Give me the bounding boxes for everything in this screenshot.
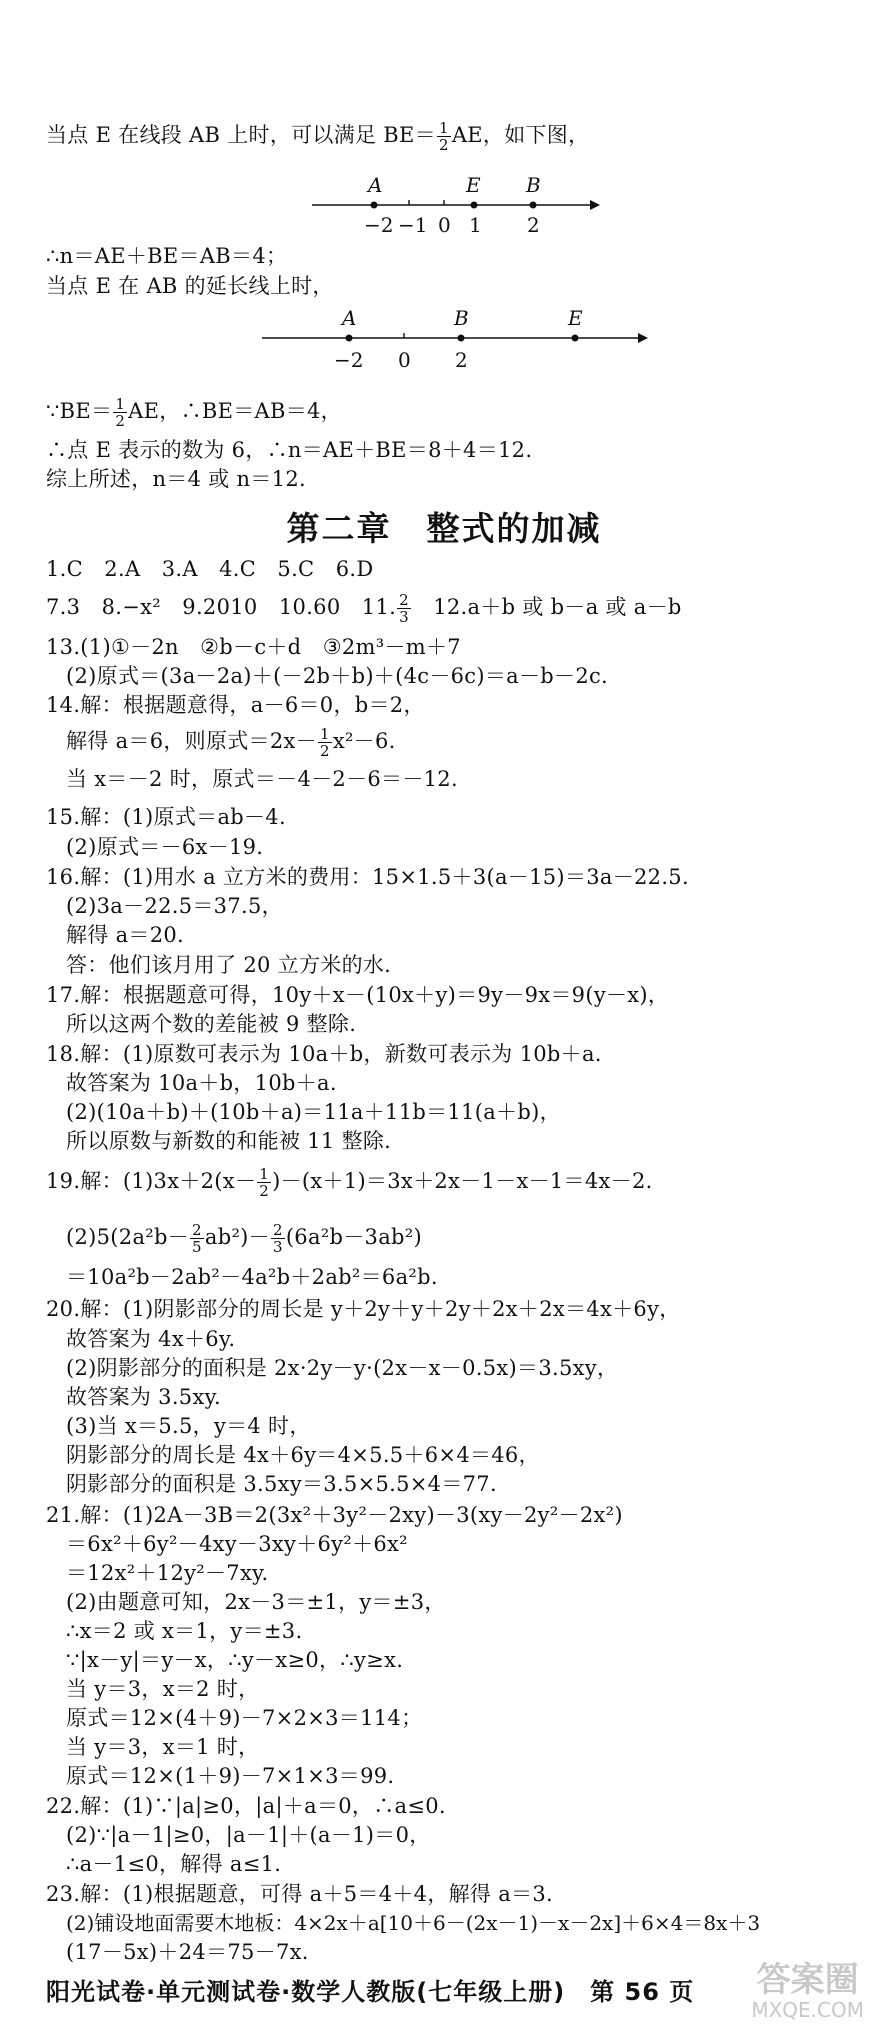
answer-line: 解得 a＝20. xyxy=(66,923,184,947)
answer-line: 故答案为 4x＋6y. xyxy=(66,1327,236,1351)
answer-line: 16.解：(1)用水 a 立方米的费用：15×1.5＋3(a－15)＝3a－22.5. xyxy=(46,865,689,889)
point-label-b: B xyxy=(454,306,469,330)
answer-line: 19.解：(1)3x＋2(x－ $\frac{1}{2}$ )－(x＋1)＝3x＋2x－1－x－1＝4x－2. xyxy=(46,1165,653,1200)
page-number: 第 56 页 xyxy=(590,1978,695,2006)
tick-label: 2 xyxy=(455,348,468,372)
answer-line: 22.解：(1)∵|a|≥0，|a|＋a＝0，∴a≤0. xyxy=(46,1794,446,1818)
answer-line: (2)由题意可知，2x－3＝±1，y＝±3， xyxy=(66,1590,446,1614)
answer-line: 解得 a＝6，则原式＝2x－ $\frac{1}{2}$ x²－6. xyxy=(66,725,396,760)
answer-line: 15.解：(1)原式＝ab－4. xyxy=(46,805,286,829)
tick-label: −2 xyxy=(364,213,394,237)
answer-line: (2)3a－22.5＝37.5， xyxy=(66,894,283,918)
answer-line: (2)(10a＋b)＋(10b＋a)＝11a＋11b＝11(a＋b)， xyxy=(66,1100,561,1124)
text-line: 当点 E 在 AB 的延长线上时， xyxy=(46,274,334,298)
answer-line: 所以原数与新数的和能被 11 整除. xyxy=(66,1129,392,1153)
tick-label: 0 xyxy=(438,213,451,237)
answer-line: 7.3 8.−x² 9.2010 10.60 11. $\frac{2}{3}$ 12.a＋b 或 b－a 或 a－b xyxy=(46,591,682,626)
fraction: $\frac{1}{2}$ xyxy=(115,395,126,430)
answer-line: 13.(1)①－2n ②b－c＋d ③2m³－m＋7 xyxy=(46,635,461,659)
answer-line: 原式＝12×(4＋9)－7×2×3＝114； xyxy=(66,1706,423,1730)
answer-line: 当 y＝3，x＝1 时， xyxy=(66,1735,260,1759)
answer-line: (17－5x)＋24＝75－7x. xyxy=(66,1940,309,1964)
answer-line: (2)阴影部分的面积是 2x·2y－y·(2x－x－0.5x)＝3.5xy， xyxy=(66,1356,619,1380)
watermark-logo: 答案圈 MXQE.COM xyxy=(751,1960,864,2022)
answer-line: ＝6x²＋6y²－4xy－3xy＋6y²＋6x² xyxy=(66,1532,408,1556)
answer-line: (2)原式＝－6x－19. xyxy=(66,835,264,859)
answer-line: ∴x＝2 或 x＝1，y＝±3. xyxy=(66,1619,303,1643)
answer-line: (2)铺设地面需要木地板：4×2x＋a[10＋6－(2x－1)－x－2x]＋6×4＝8x＋3 xyxy=(66,1911,761,1935)
fraction: $\frac{2}{3}$ xyxy=(399,591,409,626)
answer-line: ＝12x²＋12y²－7xy. xyxy=(66,1561,269,1585)
answer-line: 故答案为 10a＋b，10b＋a. xyxy=(66,1071,337,1095)
answer-line: 阴影部分的周长是 4x＋6y＝4×5.5＋6×4＝46， xyxy=(66,1443,540,1467)
answer-line: ＝10a²b－2ab²－4a²b＋2ab²＝6a²b. xyxy=(66,1265,438,1289)
tick-label: −1 xyxy=(398,213,428,237)
point-label-a: A xyxy=(342,306,357,330)
answer-line: 当 x＝－2 时，原式＝－4－2－6＝－12. xyxy=(66,767,458,791)
number-line-1 xyxy=(300,172,600,238)
point-label-a: A xyxy=(368,173,383,197)
tick-label: −2 xyxy=(334,348,364,372)
tick-label: 2 xyxy=(527,213,540,237)
fraction: $\frac{2}{5}$ xyxy=(192,1221,202,1256)
answer-line: (3)当 x＝5.5，y＝4 时， xyxy=(66,1414,311,1438)
answer-line: 所以这两个数的差能被 9 整除. xyxy=(66,1012,357,1036)
answer-line: (2)5(2a²b－ $\frac{2}{5}$ ab²)－ $\frac{2}{3}$ (6a²b－3ab²) xyxy=(66,1221,422,1256)
answer-line: 23.解：(1)根据题意，可得 a＋5＝4＋4，解得 a＝3. xyxy=(46,1882,553,1906)
point-label-b: B xyxy=(526,173,541,197)
answer-line: 当 y＝3，x＝2 时， xyxy=(66,1677,260,1701)
answer-line: ∵|x－y|＝y－x，∴y－x≥0，∴y≥x. xyxy=(66,1648,404,1672)
answer-line: 1.C 2.A 3.A 4.C 5.C 6.D xyxy=(46,557,374,581)
fraction: $\frac{1}{2}$ xyxy=(319,725,330,760)
answer-line: (2)原式＝(3a－2a)＋(－2b＋b)＋(4c－6c)＝a－b－2c. xyxy=(66,664,609,688)
point-label-e: E xyxy=(568,306,583,330)
page-footer: 阳光试卷·单元测试卷·数学人教版(七年级上册) 第 56 页 xyxy=(46,1978,695,2006)
fraction: $\frac{1}{2}$ xyxy=(259,1165,270,1200)
text-line: ∴点 E 表示的数为 6，∴n＝AE＋BE＝8＋4＝12. xyxy=(46,438,533,462)
number-line-2 xyxy=(258,303,650,373)
text-line: 当点 E 在线段 AB 上时，可以满足 BE＝ $\frac{1}{2}$ AE，如下图， xyxy=(46,119,590,154)
answer-line: (2)∵|a－1|≥0，|a－1|＋(a－1)＝0， xyxy=(66,1823,431,1847)
fraction: $\frac{1}{2}$ xyxy=(438,119,449,154)
answer-line: 答：他们该月用了 20 立方米的水. xyxy=(66,953,392,977)
answer-line: 故答案为 3.5xy. xyxy=(66,1385,221,1409)
answer-line: 17.解：根据题意可得，10y＋x－(10x＋y)＝9y－9x＝9(y－x)， xyxy=(46,983,670,1007)
answer-line: 18.解：(1)原数可表示为 10a＋b，新数可表示为 10b＋a. xyxy=(46,1042,602,1066)
chapter-heading: 第二章 整式的加减 xyxy=(286,509,602,548)
point-label-e: E xyxy=(466,173,481,197)
answer-line: 原式＝12×(1＋9)－7×1×3＝99. xyxy=(66,1764,395,1788)
text-line: 综上所述，n＝4 或 n＝12. xyxy=(46,467,306,491)
answer-line: 阴影部分的面积是 3.5xy＝3.5×5.5×4＝77. xyxy=(66,1472,497,1496)
fraction: $\frac{2}{3}$ xyxy=(272,1221,283,1256)
tick-label: 0 xyxy=(398,348,411,372)
answer-line: 20.解：(1)阴影部分的周长是 y＋2y＋y＋2y＋2x＋2x＝4x＋6y， xyxy=(46,1297,681,1321)
answer-line: 14.解：根据题意得，a－6＝0，b＝2， xyxy=(46,693,425,717)
text-line: ∵BE＝ $\frac{1}{2}$ AE，∴BE＝AB＝4， xyxy=(46,395,342,430)
text-line: ∴n＝AE＋BE＝AB＝4； xyxy=(46,244,288,268)
answer-line: 21.解：(1)2A－3B＝2(3x²＋3y²－2xy)－3(xy－2y²－2x²) xyxy=(46,1503,623,1527)
answer-line: ∴a－1≤0，解得 a≤1. xyxy=(66,1852,282,1876)
tick-label: 1 xyxy=(469,213,482,237)
